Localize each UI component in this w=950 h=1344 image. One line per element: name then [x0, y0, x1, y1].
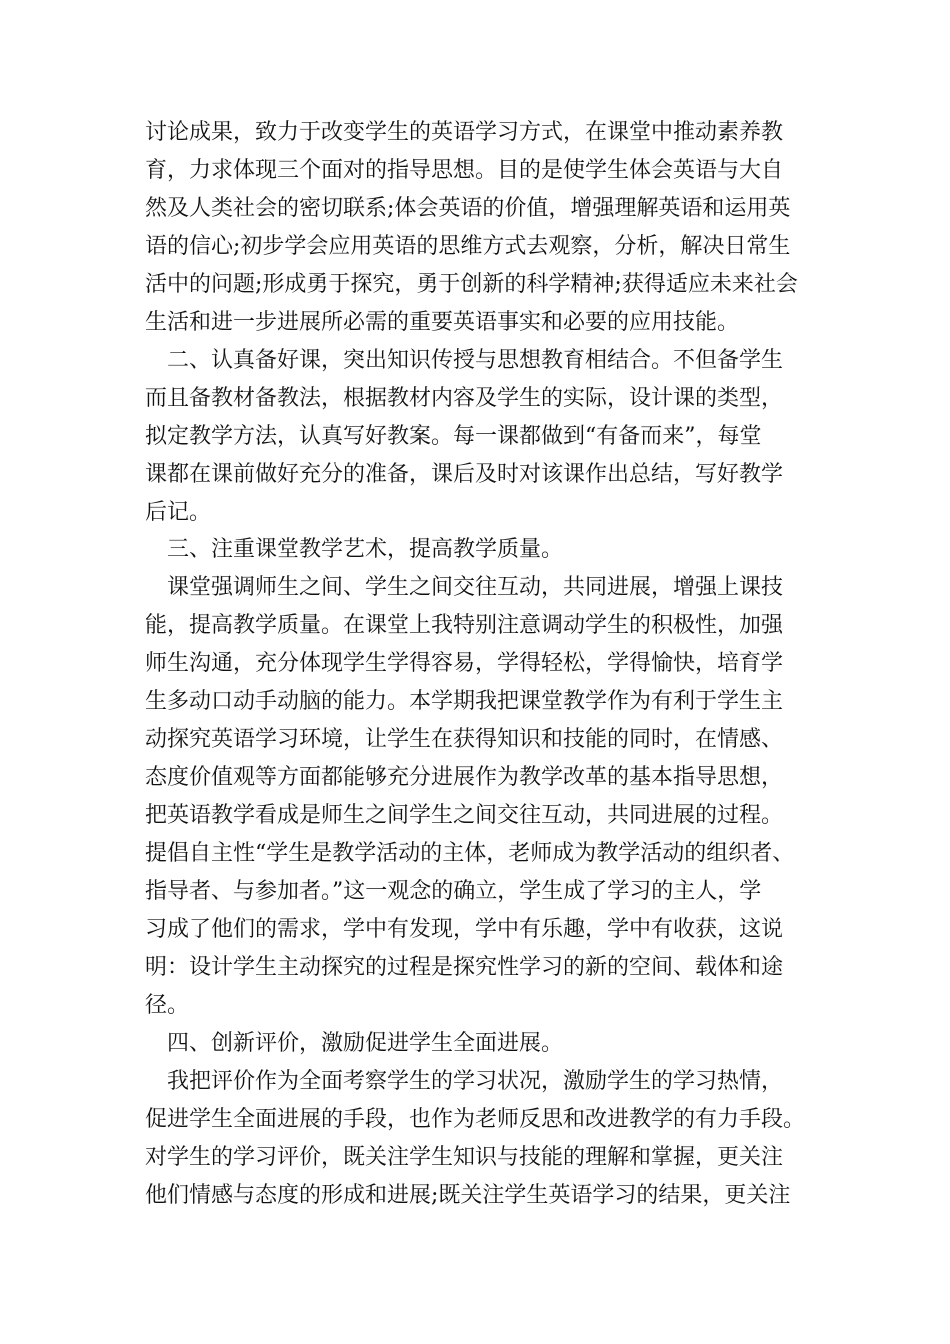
text-line: 提倡自主性“学生是教学活动的主体，老师成为教学活动的组织者、	[145, 841, 795, 866]
text-line: 讨论成果，致力于改变学生的英语学习方式，在课堂中推动素养教	[145, 120, 784, 145]
section-heading: 二、认真备好课，突出知识传授与思想教育相结合。不但备学生	[167, 348, 784, 373]
text-line: 态度价值观等方面都能够充分进展作为教学改革的基本指导思想，	[145, 765, 784, 790]
text-line: 能，提高教学质量。在课堂上我特别注意调动学生的积极性，加强	[145, 613, 784, 638]
text-line: 把英语教学看成是师生之间学生之间交往互动，共同进展的过程。	[145, 803, 784, 828]
text-line: 他们情感与态度的形成和进展;既关注学生英语学习的结果，更关注	[145, 1183, 791, 1208]
text-line: 生活和进一步进展所必需的重要英语事实和必要的应用技能。	[145, 310, 740, 335]
text-line: 对学生的学习评价，既关注学生知识与技能的理解和掌握，更关注	[145, 1145, 784, 1170]
text-line: 后记。	[145, 500, 212, 525]
text-line: 径。	[145, 993, 190, 1018]
text-line: 拟定教学方法，认真写好教案。每一课都做到“有备而来”，每堂	[145, 424, 762, 449]
text-line: 促进学生全面进展的手段，也作为老师反思和改进教学的有力手段。	[145, 1107, 806, 1132]
text-line: 师生沟通，充分体现学生学得容易，学得轻松，学得愉快，培育学	[145, 651, 784, 676]
text-line: 课堂强调师生之间、学生之间交往互动，共同进展，增强上课技	[167, 575, 784, 600]
text-line: 育，力求体现三个面对的指导思想。目的是使学生体会英语与大自	[145, 158, 784, 183]
text-line: 生多动口动手动脑的能力。本学期我把课堂教学作为有利于学生主	[145, 689, 784, 714]
section-heading: 三、注重课堂教学艺术，提高教学质量。	[167, 537, 564, 562]
text-line: 指导者、与参加者。”这一观念的确立，学生成了学习的主人，学	[145, 879, 762, 904]
text-line: 我把评价作为全面考察学生的学习状况，激励学生的学习热情，	[167, 1069, 784, 1094]
text-line: 然及人类社会的密切联系;体会英语的价值，增强理解英语和运用英	[145, 196, 791, 221]
text-line: 课都在课前做好充分的准备，课后及时对该课作出总结，写好教学	[145, 462, 784, 487]
text-line: 明：设计学生主动探究的过程是探究性学习的新的空间、载体和途	[145, 955, 784, 980]
text-line: 而且备教材备教法，根据教材内容及学生的实际，设计课的类型，	[145, 386, 784, 411]
text-line: 语的信心;初步学会应用英语的思维方式去观察，分析，解决日常生	[145, 234, 791, 259]
text-line: 动探究英语学习环境，让学生在获得知识和技能的同时，在情感、	[145, 727, 784, 752]
section-heading: 四、创新评价，激励促进学生全面进展。	[167, 1031, 564, 1056]
text-line: 活中的问题;形成勇于探究，勇于创新的科学精神;获得适应未来社会	[145, 272, 798, 297]
text-line: 习成了他们的需求，学中有发现，学中有乐趣，学中有收获，这说	[145, 917, 784, 942]
